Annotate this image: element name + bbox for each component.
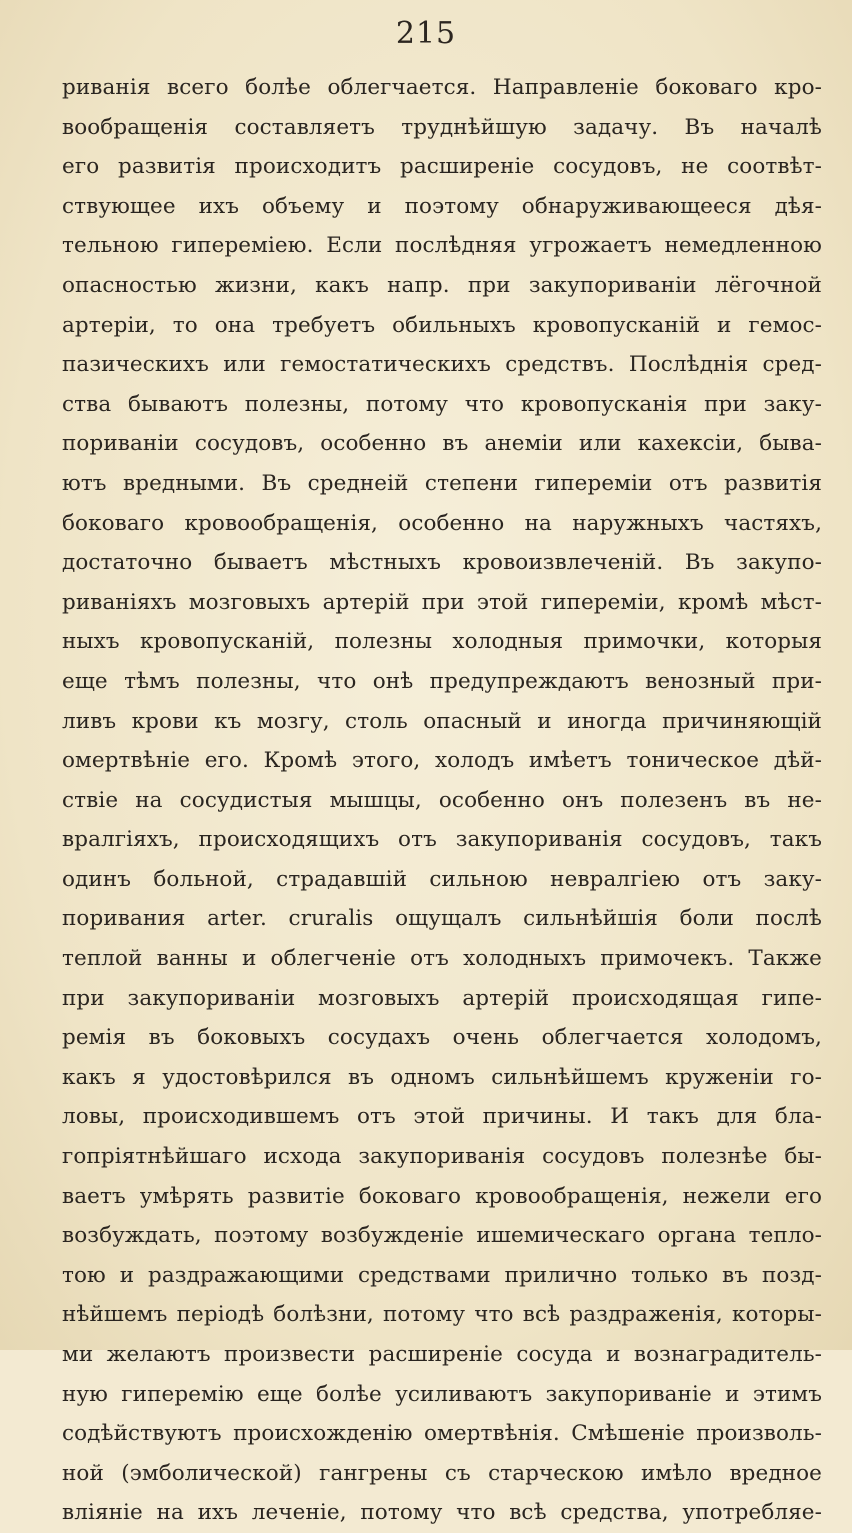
- text-line: нѣйшемъ періодѣ болѣзни, потому что всѣ раздраженія, которы-: [62, 1302, 822, 1328]
- text-line: поривания arter. cruralis ощущалъ сильнѣйшія боли послѣ: [62, 906, 822, 932]
- text-line: ютъ вредными. Въ среднеій степени гипереміи отъ развитія: [62, 470, 822, 496]
- text-line: при закупориваніи мозговыхъ артерій происходящая гипе-: [62, 985, 822, 1011]
- text-line: вліяніе на ихъ леченіе, потому что всѣ средства, употребляе-: [62, 1500, 822, 1526]
- page-number: 215: [395, 16, 457, 51]
- body-text: [62, 68, 822, 1533]
- text-line: ныхъ кровопусканій, полезны холодныя примочки, которыя: [62, 629, 822, 655]
- text-line: содѣйствуютъ происхожденію омертвѣнія. Смѣшеніе произволь-: [62, 1421, 822, 1447]
- text-line: еще тѣмъ полезны, что онѣ предупреждаютъ венозный при-: [62, 668, 822, 694]
- text-line: артеріи, то она требуетъ обильныхъ кровопусканій и гемос-: [62, 312, 822, 338]
- text-line: ми желаютъ произвести расширеніе сосуда и вознаградитель-: [62, 1342, 822, 1367]
- text-line: опасностью жизни, какъ напр. при закупориваніи лёгочной: [62, 272, 822, 298]
- text-line: одинъ больной, страдавшій сильною невралгіею отъ заку-: [62, 866, 822, 892]
- text-line: тою и раздражающими средствами прилично только въ позд-: [62, 1262, 822, 1288]
- text-line: ной (эмболической) гангрены съ старческою имѣло вредное: [62, 1460, 822, 1486]
- text-line: боковаго кровообращенія, особенно на наружныхъ частяхъ,: [62, 510, 822, 536]
- text-line: теплой ванны и облегченіе отъ холодныхъ примочекъ. Также: [62, 946, 822, 972]
- text-line: вообращенія составляетъ труднѣйшую задачу. Въ началѣ: [62, 114, 822, 140]
- text-line: ную гиперемію еще болѣе усиливаютъ закупориваніе и этимъ: [62, 1381, 822, 1407]
- text-line: ваетъ умѣрять развитіе боковаго кровообращенія, нежели его: [62, 1183, 822, 1209]
- text-line: ловы, происходившемъ отъ этой причины. И такъ для бла-: [62, 1104, 822, 1130]
- text-line: ства бываютъ полезны, потому что кровопусканія при заку-: [62, 391, 822, 417]
- text-line: ствіе на сосудистыя мышцы, особенно онъ полезенъ въ не-: [62, 787, 822, 813]
- text-line: пазическихъ или гемостатическихъ средствъ. Послѣднія сред-: [62, 352, 822, 378]
- text-line: достаточно бываетъ мѣстныхъ кровоизвлеченій. Въ закупо-: [62, 550, 822, 576]
- text-line: риванія всего болѣе облегчается. Направленіе боковаго кро-: [62, 75, 822, 100]
- text-line: риваніяхъ мозговыхъ артерій при этой гипереміи, кромѣ мѣст-: [62, 589, 822, 615]
- text-line: гопріятнѣйшаго исхода закупориванія сосудовъ полезнѣе бы-: [62, 1144, 822, 1170]
- text-line: ливъ крови къ мозгу, столь опасный и иногда причиняющій: [62, 708, 822, 734]
- text-line: тельною гипереміею. Если послѣдняя угрожаетъ немедленною: [62, 233, 822, 259]
- text-line: ремія въ боковыхъ сосудахъ очень облегчается холодомъ,: [62, 1025, 822, 1051]
- text-line: какъ я удостовѣрился въ одномъ сильнѣйшемъ круженіи го-: [62, 1064, 822, 1090]
- text-line: омертвѣніе его. Кромѣ этого, холодъ имѣетъ тоническое дѣй-: [62, 748, 822, 774]
- text-line: его развитія происходитъ расширеніе сосудовъ, не соотвѣт-: [62, 154, 822, 180]
- text-line: возбуждать, поэтому возбужденіе ишемическаго органа тепло-: [62, 1223, 822, 1249]
- text-line: вралгіяхъ, происходящихъ отъ закупориванія сосудовъ, такъ: [62, 827, 822, 853]
- text-line: ствующее ихъ объему и поэтому обнаруживающееся дѣя-: [62, 193, 822, 219]
- text-line: пориваніи сосудовъ, особенно въ анеміи или кахексіи, быва-: [62, 431, 822, 457]
